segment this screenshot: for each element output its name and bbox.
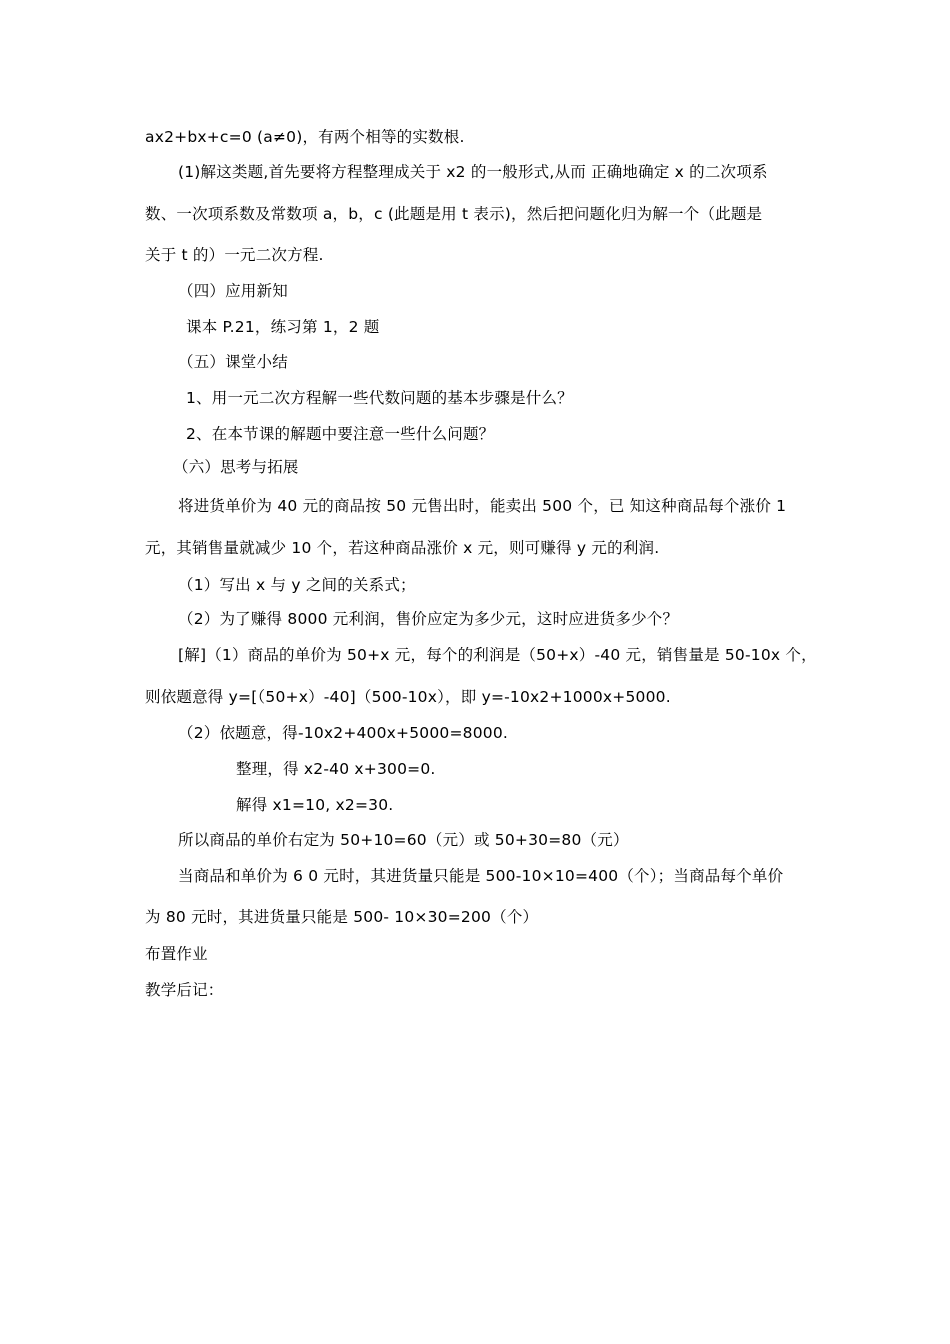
paragraph-line: 关于 t 的）一元二次方程.: [145, 246, 324, 264]
solution-line: 解得 x1=10, x2=30.: [236, 796, 394, 814]
solution-line: 当商品和单价为 6 0 元时，其进货量只能是 500-10×10=400（个）；当商品每个单价: [178, 867, 784, 885]
section-heading: （六）思考与拓展: [173, 458, 299, 476]
section-heading: （五）课堂小结: [178, 353, 288, 371]
solution-line: （2）依题意，得-10x2+400x+5000=8000.: [178, 724, 509, 742]
section-heading: 布置作业: [145, 945, 208, 963]
solution-line: 整理，得 x2-40 x+300=0.: [236, 760, 436, 778]
question-line: （2）为了赚得 8000 元利润，售价应定为多少元，这时应进货多少个？: [178, 610, 679, 628]
paragraph-line: (1)解这类题,首先要将方程整理成关于 x2 的一般形式,从而 正确地确定 x 的二次项系: [178, 163, 768, 181]
section-heading: （四）应用新知: [178, 282, 288, 300]
solution-line: 为 80 元时，其进货量只能是 500- 10×30=200（个）: [145, 908, 539, 926]
list-item: 1、用一元二次方程解一些代数问题的基本步骤是什么？: [186, 389, 573, 407]
solution-line: 所以商品的单价右定为 50+10=60（元）或 50+30=80（元）: [178, 831, 629, 849]
solution-line: 则依题意得 y=[（50+x）-40]（500-10x），即 y=-10x2+1000x+5000.: [145, 688, 671, 706]
solution-line: [解]（1）商品的单价为 50+x 元，每个的利润是（50+x）-40 元，销售量是 50-10x 个，: [178, 646, 817, 664]
paragraph-line: 元，其销售量就减少 10 个，若这种商品涨价 x 元，则可赚得 y 元的利润.: [145, 539, 660, 557]
paragraph-line: 将进货单价为 40 元的商品按 50 元售出时，能卖出 500 个，已 知这种商品每个涨价 1: [178, 497, 787, 515]
question-line: （1）写出 x 与 y 之间的关系式；: [178, 576, 416, 594]
paragraph-line: 数、一次项系数及常数项 a，b，c (此题是用 t 表示)，然后把问题化归为解一个（此题是: [145, 205, 763, 223]
paragraph-line: 课本 P.21，练习第 1，2 题: [186, 318, 380, 336]
paragraph-line: ax2+bx+c=0 (a≠0)，有两个相等的实数根.: [145, 128, 465, 146]
section-heading: 教学后记：: [145, 981, 224, 999]
list-item: 2、在本节课的解题中要注意一些什么问题？: [186, 425, 495, 443]
